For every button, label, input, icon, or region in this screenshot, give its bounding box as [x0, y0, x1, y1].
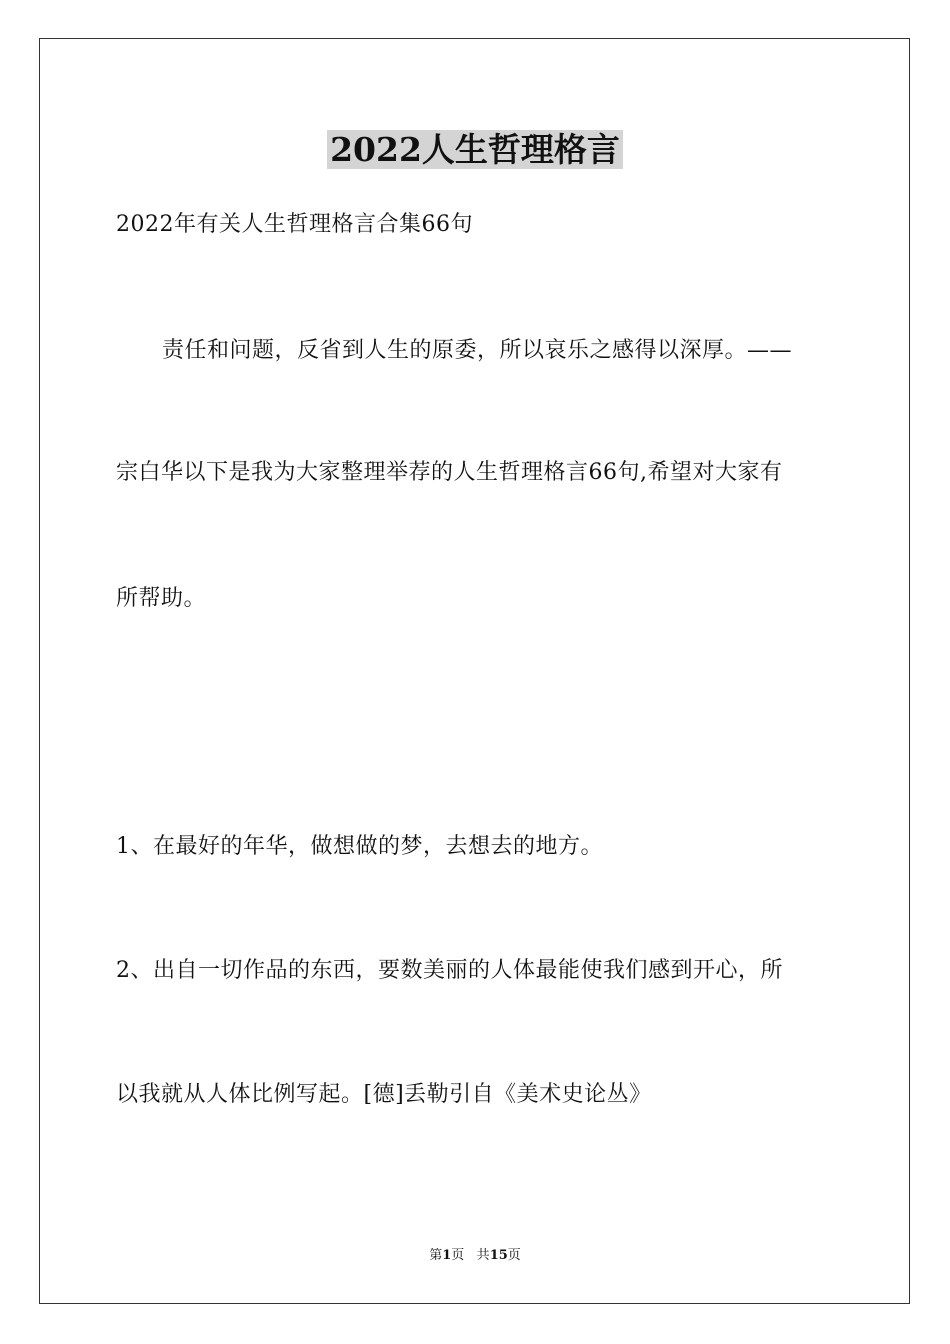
page-footer	[0, 1247, 950, 1265]
footer-page-number: 1	[442, 1248, 452, 1263]
item-line-1: 1、在最好的年华，做想做的梦，去想去的地方。	[116, 834, 603, 859]
footer-page-suffix: 页	[451, 1248, 465, 1263]
item-line-2: 2、出自一切作品的东西，要数美丽的人体最能使我们感到开心，所	[116, 958, 783, 983]
subtitle: 2022年有关人生哲理格言合集66句	[116, 212, 473, 237]
intro-line-2: 宗白华以下是我为大家整理举荐的人生哲理格言66句,希望对大家有	[116, 460, 783, 485]
item-line-3: 以我就从人体比例写起。[德]丢勒引自《美术史论丛》	[116, 1082, 652, 1107]
title-text: 2022人生哲理格言	[327, 130, 623, 169]
intro-line-3: 所帮助。	[116, 586, 207, 611]
footer-total-prefix: 共	[476, 1248, 490, 1263]
document-title	[0, 128, 950, 172]
footer-total-pages: 15	[489, 1248, 508, 1263]
footer-page-prefix: 第	[429, 1248, 443, 1263]
intro-line-1: 责任和问题，反省到人生的原委，所以哀乐之感得以深厚。——	[162, 338, 793, 363]
footer-total-suffix: 页	[507, 1248, 521, 1263]
